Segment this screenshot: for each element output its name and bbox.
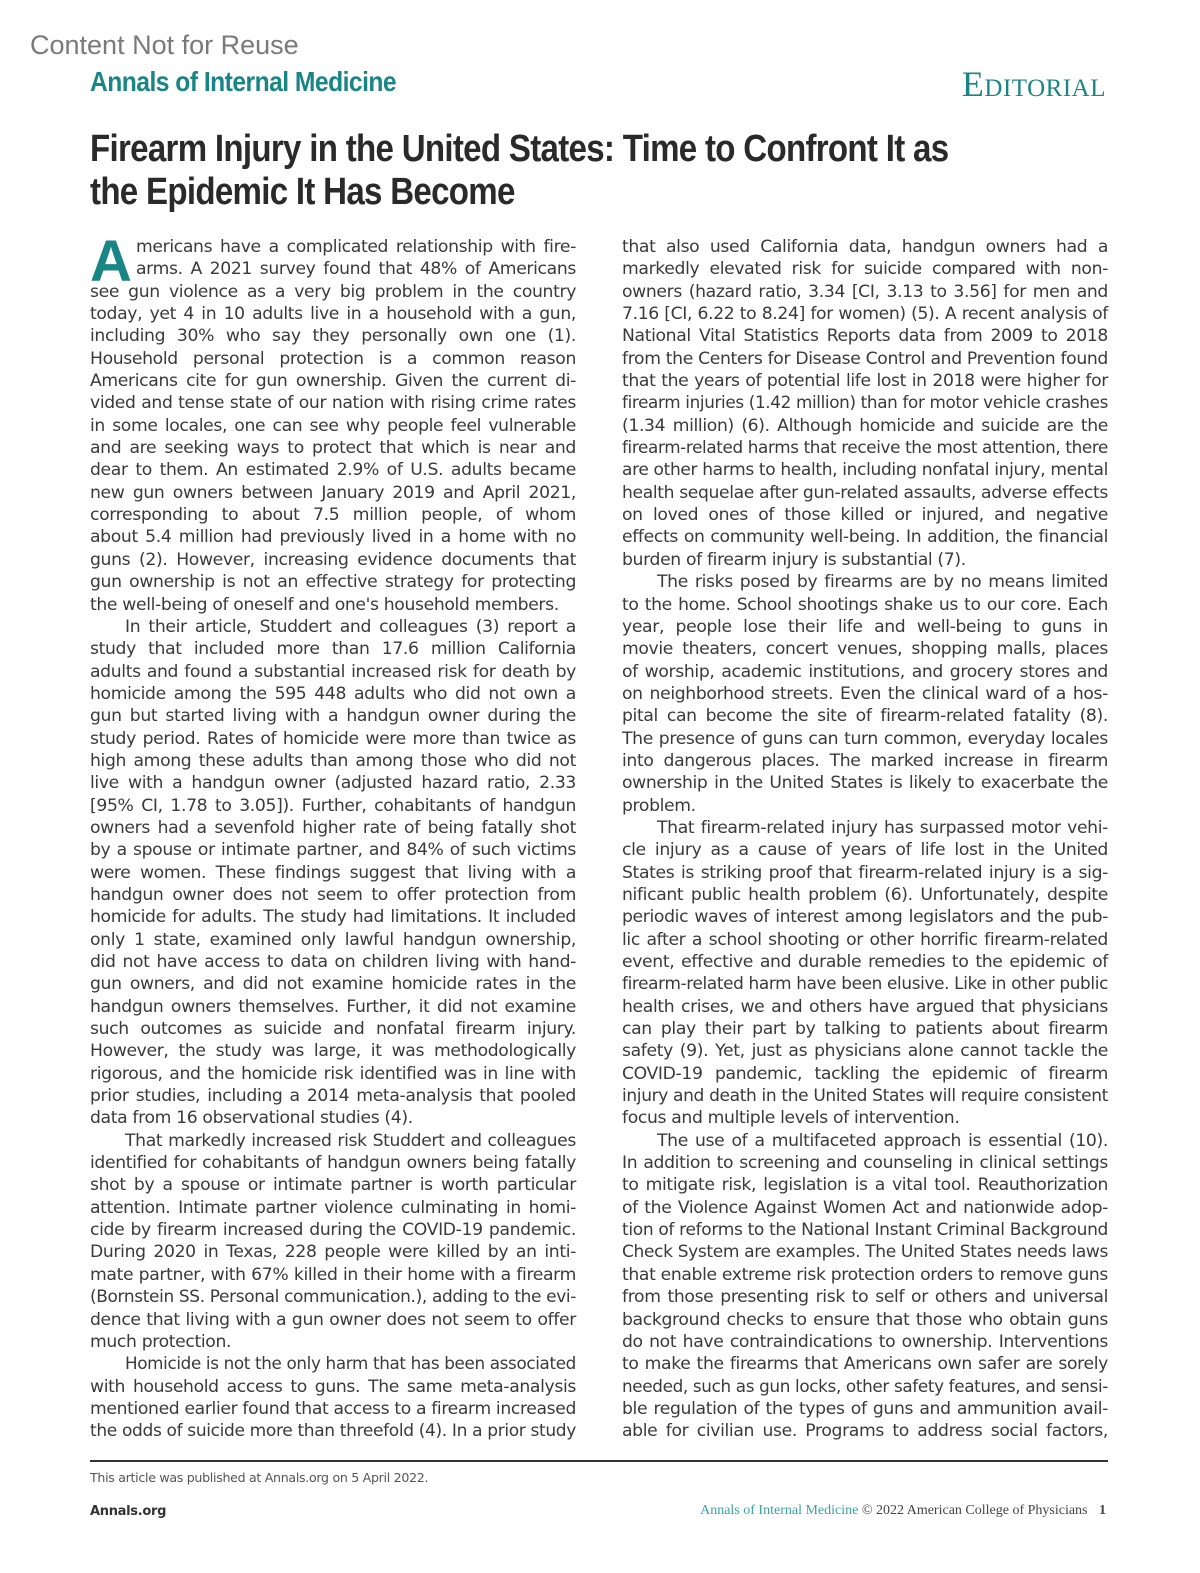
text-line: (1.34 million) (6). Although homicide and suicide are the	[622, 415, 1108, 436]
text-line: firearm-related harms that receive the most attention, there	[622, 438, 1109, 459]
footer-credits	[700, 1503, 1106, 1519]
text-line: focus and multiple levels of intervention.	[622, 1108, 960, 1129]
text-line: owners had a sevenfold higher rate of being fatally shot	[90, 817, 576, 838]
text-line: including 30% who say they personally own one (1).	[90, 326, 576, 347]
text-line: in some locales, one can see why people feel vulnerable	[90, 415, 576, 436]
text-line: that the years of potential life lost in 2018 were higher for	[622, 371, 1108, 392]
text-line: study period. Rates of homicide were more than twice as	[90, 728, 576, 749]
text-line: tion of reforms to the National Instant Criminal Background	[622, 1220, 1109, 1241]
text-line: much protection.	[90, 1331, 232, 1352]
text-line: In addition to screening and counseling in clinical settings	[622, 1153, 1108, 1174]
text-line: year, people lose their life and well-being to guns in	[622, 616, 1108, 637]
text-line: ble regulation of the types of guns and ammunition avail-	[622, 1398, 1108, 1419]
text-line: that enable extreme risk protection orders to remove guns	[622, 1264, 1109, 1285]
text-line: mate partner, with 67% killed in their home with a firearm	[90, 1264, 576, 1285]
text-line: movie theaters, concert venues, shopping malls, places	[622, 639, 1108, 660]
text-line: into dangerous places. The marked increase in firearm	[622, 750, 1108, 771]
text-line: to make the firearms that Americans own safer are sorely	[622, 1354, 1108, 1375]
text-line: and are seeking ways to protect that which is near and	[90, 438, 576, 459]
text-line: do not have contraindications to ownership. Interventions	[622, 1331, 1108, 1352]
text-line: live with a handgun owner (adjusted hazard ratio, 2.33	[90, 773, 576, 794]
text-line: the odds of suicide more than threefold (4). In a prior study	[90, 1421, 577, 1442]
text-line: only 1 state, examined only lawful handgun ownership,	[90, 929, 576, 950]
text-line: lic after a school shooting or other horrific firearm-related	[622, 929, 1108, 950]
text-line: needed, such as gun locks, other safety features, and sensi-	[622, 1376, 1108, 1397]
text-line: ownership in the United States is likely to exacerbate the	[622, 773, 1108, 794]
text-line: handgun owner does not seem to offer protection from	[90, 884, 576, 905]
text-line: Americans cite for gun ownership. Given the current di-	[90, 371, 576, 392]
text-line: injury and death in the United States will require consistent	[622, 1086, 1108, 1107]
text-line: dear to them. An estimated 2.9% of U.S. adults became	[90, 460, 576, 481]
footer-journal: Annals of Internal Medicine	[700, 1503, 859, 1518]
text-line: The use of a multifaceted approach is essential (10).	[657, 1130, 1108, 1151]
text-line: of worship, academic institutions, and grocery stores and	[622, 661, 1108, 682]
text-line: study that included more than 17.6 million California	[90, 639, 576, 660]
text-line: gun but started living with a handgun owner during the	[90, 706, 576, 727]
text-line: pital can become the site of firearm-related fatality (8).	[622, 706, 1108, 727]
text-line: shot by a spouse or intimate partner is worth particular	[90, 1175, 576, 1196]
watermark: Content Not for Reuse	[30, 30, 299, 60]
text-line: However, the study was large, it was methodologically	[90, 1041, 576, 1062]
text-line: The risks posed by firearms are by no means limited	[657, 572, 1108, 593]
left-column	[90, 229, 577, 1443]
text-line: to the home. School shootings shake us to our core. Each	[622, 594, 1108, 615]
text-line: homicide for adults. The study had limitations. It included	[90, 907, 576, 928]
text-line: today, yet 4 in 10 adults live in a household with a gun,	[90, 304, 576, 325]
text-line: see gun violence as a very big problem in the country	[90, 281, 577, 302]
text-line: mentioned earlier found that access to a firearm increased	[90, 1398, 577, 1419]
text-line: rigorous, and the homicide risk identified was in line with	[90, 1063, 576, 1084]
text-line: During 2020 in Texas, 228 people were killed by an inti-	[90, 1242, 576, 1263]
text-line: with household access to guns. The same meta-analysis	[90, 1376, 576, 1397]
text-line: (Bornstein SS. Personal communication.), adding to the evi-	[90, 1287, 577, 1308]
text-line: 7.16 [CI, 6.22 to 8.24] for women) (5). A recent analysis of	[622, 304, 1108, 325]
text-line: The presence of guns can turn common, everyday locales	[622, 728, 1108, 749]
text-line: adults and found a substantial increased risk for death by	[90, 661, 576, 682]
text-line: health crises, we and others have argued that physicians	[622, 996, 1108, 1017]
text-line: identified for cohabitants of handgun owners being fatally	[90, 1153, 576, 1174]
text-line: new gun owners between January 2019 and April 2021,	[90, 482, 576, 503]
text-line: high among these adults than among those who did not	[90, 750, 576, 771]
text-line: markedly elevated risk for suicide compared with non-	[622, 259, 1108, 280]
text-line: burden of firearm injury is substantial (7).	[622, 549, 966, 570]
text-line: by a spouse or intimate partner, and 84% of such victims	[90, 840, 576, 861]
text-line: In their article, Studdert and colleagues (3) report a	[125, 616, 576, 637]
text-line: guns (2). However, increasing evidence documents that	[90, 549, 576, 570]
text-line: Household personal protection is a common reason	[90, 348, 576, 369]
text-line: to mitigate risk, legislation is a vital tool. Reauthorization	[622, 1175, 1108, 1196]
text-line: on neighborhood streets. Even the clinical ward of a hos-	[622, 683, 1108, 704]
footer-copyright: © 2022 American College of Physicians	[861, 1503, 1088, 1518]
text-line: the well-being of oneself and one's household members.	[90, 594, 559, 615]
footer-site-link[interactable]: Annals.org	[90, 1504, 167, 1519]
text-line: such outcomes as suicide and nonfatal firearm injury.	[90, 1019, 576, 1040]
drop-cap: A	[90, 229, 132, 294]
text-line: dence that living with a gun owner does not seem to offer	[90, 1309, 576, 1330]
text-line: data from 16 observational studies (4).	[90, 1108, 413, 1129]
text-line: did not have access to data on children living with hand-	[90, 952, 576, 972]
text-line: on loved ones of those killed or injured, and negative	[622, 505, 1108, 526]
title-line: the Epidemic It Has Become	[90, 171, 515, 213]
text-line: cle injury as a cause of years of life lost in the United	[622, 840, 1108, 861]
text-line: gun owners, and did not examine homicide rates in the	[90, 974, 576, 995]
text-line: That markedly increased risk Studdert and colleagues	[125, 1130, 576, 1151]
text-line: were women. These findings suggest that living with a	[90, 862, 576, 883]
text-line: periodic waves of interest among legislators and the pub-	[622, 907, 1108, 928]
text-line: Check System are examples. The United States needs laws	[622, 1242, 1109, 1263]
right-column	[622, 236, 1108, 1443]
text-line: can play their part by talking to patients about firearm	[622, 1019, 1108, 1040]
title-line: Firearm Injury in the United States: Time to Confront It as	[90, 128, 949, 170]
section-label: Editorial	[961, 64, 1106, 104]
text-line: are other harms to health, including nonfatal injury, mental	[622, 460, 1109, 481]
text-line: National Vital Statistics Reports data from 2009 to 2018	[622, 326, 1108, 347]
text-line: homicide among the 595 448 adults who did not own a	[90, 683, 576, 704]
text-line: problem.	[622, 795, 696, 816]
text-line: that also used California data, handgun owners had a	[622, 237, 1108, 257]
text-line: owners (hazard ratio, 3.34 [CI, 3.13 to 3.56] for men and	[622, 281, 1108, 302]
text-line: firearm injuries (1.42 million) than for motor vehicle crashes	[622, 393, 1108, 414]
text-line: handgun owners themselves. Further, it did not examine	[90, 996, 576, 1017]
text-line: from the Centers for Disease Control and Prevention found	[622, 348, 1108, 369]
footer-rule	[90, 1460, 1108, 1462]
text-line: health sequelae after gun-related assaults, adverse effects	[622, 482, 1109, 503]
text-line: arms. A 2021 survey found that 48% of Americans	[136, 259, 576, 280]
journal-name: Annals of Internal Medicine	[90, 66, 397, 97]
page-number: 1	[1099, 1503, 1106, 1518]
text-line: background checks to ensure that those who obtain guns	[622, 1309, 1108, 1330]
text-line: of the Violence Against Women Act and nationwide adop-	[622, 1197, 1108, 1218]
text-line: COVID-19 pandemic, tackling the epidemic of firearm	[622, 1063, 1108, 1084]
text-line: effects on community well-being. In addition, the financial	[622, 527, 1108, 548]
text-line: mericans have a complicated relationship with fire-	[136, 237, 576, 257]
text-line: prior studies, including a 2014 meta-analysis that pooled	[90, 1086, 576, 1107]
text-line: cide by firearm increased during the COVID-19 pandemic.	[90, 1220, 576, 1241]
article-title	[90, 128, 960, 214]
text-line: gun ownership is not an effective strategy for protecting	[90, 572, 576, 593]
text-line: about 5.4 million had previously lived in a home with no	[90, 527, 576, 548]
text-line: States is striking proof that firearm-related injury is a sig-	[622, 862, 1108, 883]
text-line: Homicide is not the only harm that has been associated	[125, 1354, 576, 1375]
text-line: able for civilian use. Programs to address social factors,	[622, 1421, 1108, 1442]
text-line: [95% CI, 1.78 to 3.05]). Further, cohabitants of handgun	[90, 795, 576, 816]
text-line: event, effective and durable remedies to the epidemic of	[622, 952, 1108, 972]
text-line: from those presenting risk to self or others and universal	[622, 1287, 1108, 1308]
text-line: That firearm-related injury has surpassed motor vehi-	[657, 817, 1108, 838]
text-line: vided and tense state of our nation with rising crime rates	[90, 393, 576, 414]
publication-note: This article was published at Annals.org on 5 April 2022.	[90, 1470, 429, 1485]
text-line: firearm-related harm have been elusive. Like in other public	[622, 974, 1109, 995]
text-line: nificant public health problem (6). Unfortunately, despite	[622, 884, 1108, 905]
text-line: attention. Intimate partner violence culminating in homi-	[90, 1197, 576, 1218]
text-line: safety (9). Yet, just as physicians alone cannot tackle the	[622, 1041, 1108, 1062]
text-line: corresponding to about 7.5 million people, of whom	[90, 505, 576, 526]
